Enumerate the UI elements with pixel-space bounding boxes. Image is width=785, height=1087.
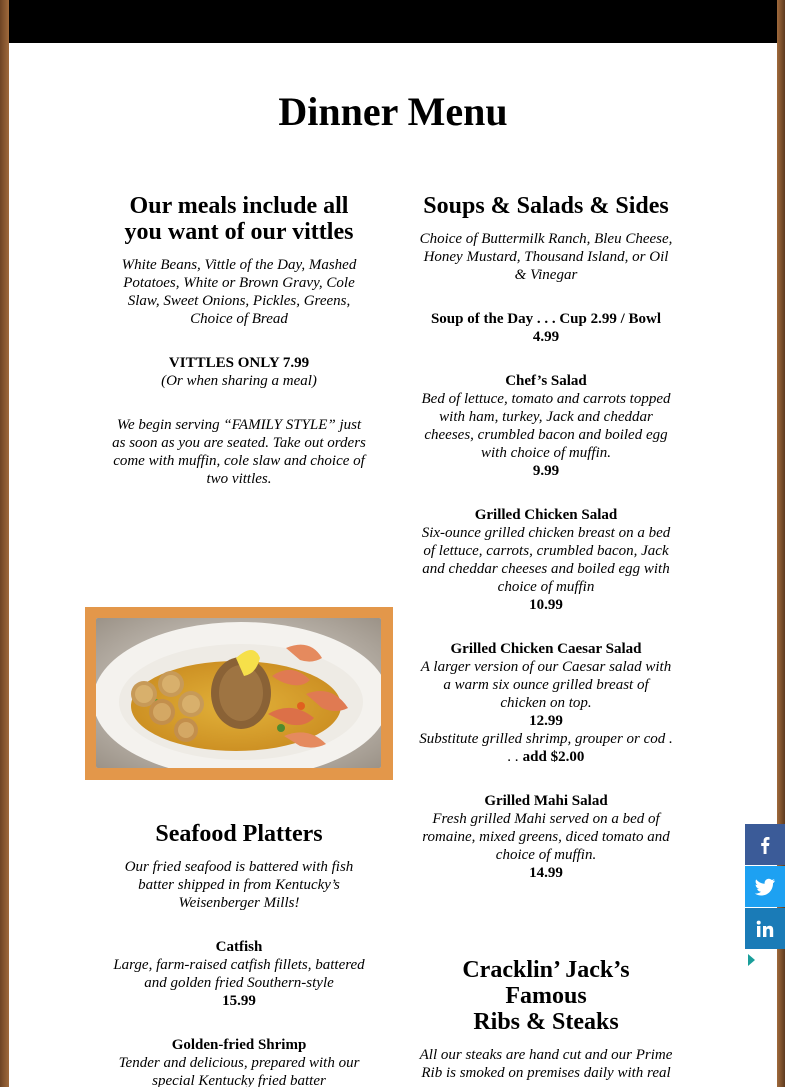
- linkedin-share-button[interactable]: [745, 908, 785, 949]
- dressing-choices: Choice of Buttermilk Ranch, Bleu Cheese, Honey Mustard, Thousand Island, or Oil & Vinegar: [419, 231, 673, 283]
- menu-item: [109, 938, 369, 1010]
- menu-page: [9, 43, 777, 1087]
- linkedin-icon: [754, 918, 776, 940]
- soup-of-the-day: Soup of the Day . . . Cup 2.99 / Bowl 4.99: [430, 311, 662, 345]
- seafood-intro: Our fried seafood is battered with fish batter shipped in from Kentucky’s Weisenberger Mills!: [124, 859, 354, 911]
- menu-item-name: Grilled Chicken Caesar Salad: [450, 641, 642, 657]
- menu-item-name: Grilled Mahi Salad: [484, 793, 608, 809]
- ribs-heading-line: Ribs & Steaks: [473, 1009, 619, 1035]
- menu-item-name: Chef’s Salad: [505, 373, 587, 389]
- twitter-share-button[interactable]: [745, 866, 785, 907]
- seafood-photo-frame: [85, 607, 393, 780]
- vittles-heading: Our meals include all you want of our vittles: [124, 193, 354, 245]
- sharing-note: (Or when sharing a meal): [161, 373, 317, 389]
- ribs-steaks-section: [419, 957, 673, 1082]
- substitution-text: Substitute grilled shrimp, grouper or cod . . .: [419, 731, 673, 765]
- menu-item-description: Six-ounce grilled chicken breast on a bed of lettuce, carrots, crumbled bacon, Jack and cheddar cheeses and boiled egg with choice of muffin: [421, 525, 671, 595]
- seafood-section: [109, 821, 369, 1087]
- menu-item-name: Catfish: [215, 939, 263, 955]
- twitter-icon: [753, 876, 777, 898]
- top-bar: [9, 0, 777, 43]
- vittles-section: [109, 193, 369, 488]
- menu-item-description: Large, farm-raised catfish fillets, battered and golden fried Southern-style: [113, 957, 365, 991]
- ribs-heading-line: Cracklin’ Jack’s: [462, 957, 630, 983]
- menu-item-description: A larger version of our Caesar salad with a warm six ounce grilled breast of chicken on top.: [420, 659, 672, 711]
- ribs-intro: All our steaks are hand cut and our Prime Rib is smoked on premises daily with real: [419, 1047, 673, 1081]
- ribs-heading-line: Famous: [505, 983, 587, 1009]
- ribs-heading: [419, 957, 673, 1035]
- menu-item-substitution: [419, 730, 673, 766]
- menu-item: [419, 506, 673, 614]
- menu-item-price: 10.99: [529, 597, 563, 613]
- soups-heading: Soups & Salads & Sides: [423, 193, 669, 219]
- facebook-icon: [754, 834, 776, 856]
- menu-item-price: 15.99: [222, 993, 256, 1009]
- menu-item-name: Golden-fried Shrimp: [171, 1037, 307, 1053]
- menu-item: [419, 640, 673, 766]
- menu-item-description: Fresh grilled Mahi served on a bed of romaine, mixed greens, diced tomato and choice of muffin.: [422, 811, 670, 863]
- soups-salads-section: [419, 193, 673, 882]
- page-title: Dinner Menu: [278, 89, 508, 134]
- family-style-note: We begin serving “FAMILY STYLE” just as soon as you are seated. Take out orders come with muffin, cole slaw and choice of two vittles.: [112, 417, 366, 487]
- hide-share-bar-arrow-icon[interactable]: [748, 954, 755, 966]
- menu-item-description: Tender and delicious, prepared with our special Kentucky fried batter: [118, 1055, 360, 1087]
- seafood-heading: Seafood Platters: [155, 821, 323, 847]
- vittles-only-price: VITTLES ONLY 7.99: [168, 355, 310, 371]
- menu-item-price: 12.99: [529, 713, 563, 729]
- facebook-share-button[interactable]: [745, 824, 785, 865]
- wood-background-left: [0, 0, 9, 1087]
- menu-item-price: 9.99: [532, 463, 560, 479]
- menu-item: [419, 792, 673, 882]
- seafood-plate-image: [96, 618, 381, 768]
- menu-item: [109, 1036, 369, 1087]
- substitution-price: add $2.00: [522, 749, 585, 765]
- vittles-list: White Beans, Vittle of the Day, Mashed Potatoes, White or Brown Gravy, Cole Slaw, Sweet Onions, Pickles, Greens, Choice of Bread: [121, 257, 357, 327]
- menu-item-price: 14.99: [529, 865, 563, 881]
- menu-item: [419, 372, 673, 480]
- menu-item-description: Bed of lettuce, tomato and carrots topped with ham, turkey, Jack and cheddar cheeses, crumbled bacon and boiled egg with choice of muffin.: [421, 391, 671, 461]
- menu-item-name: Grilled Chicken Salad: [474, 507, 618, 523]
- seafood-plate-photo: [96, 618, 381, 768]
